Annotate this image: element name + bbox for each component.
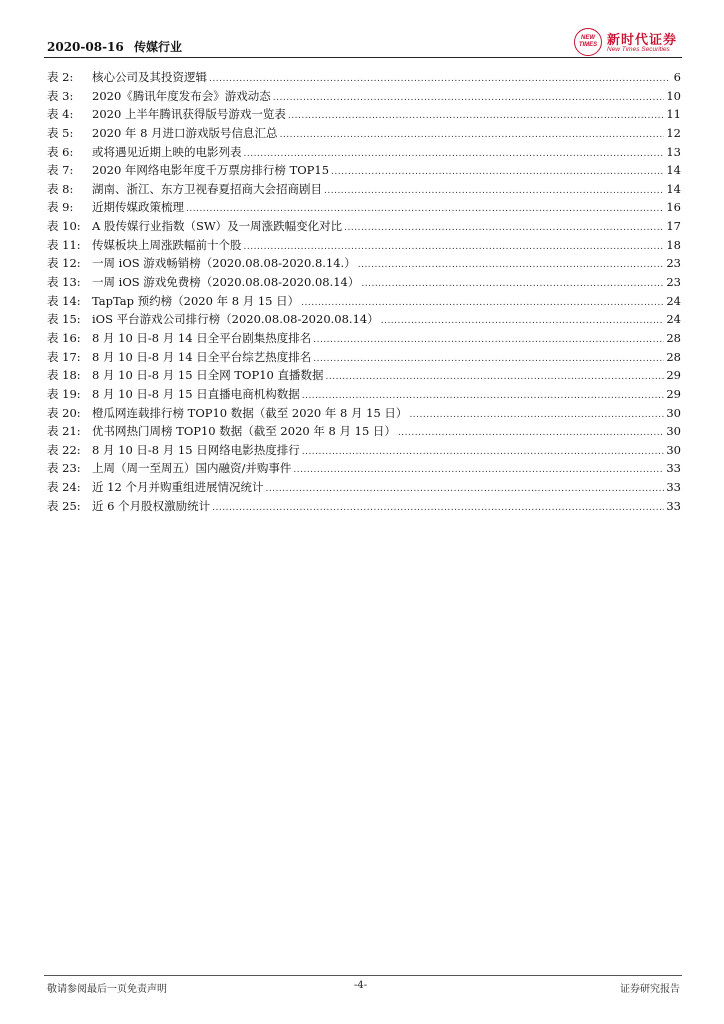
toc-entry-title: 湖南、浙江、东方卫视春夏招商大会招商剧目 xyxy=(92,181,322,196)
toc-entry[interactable] xyxy=(47,217,681,236)
toc-entry-title: 传媒板块上周涨跌幅前十个股 xyxy=(92,237,242,252)
toc-entry-page: 30 xyxy=(666,442,681,457)
toc-entry-leader xyxy=(280,126,665,145)
toc-entry-leader xyxy=(344,219,664,238)
toc-entry[interactable] xyxy=(47,366,681,385)
report-type: 证券研究报告 xyxy=(620,984,680,995)
toc-entry-label: 表 3: xyxy=(47,88,74,103)
toc-entry-title: 近 12 个月并购重组进展情况统计 xyxy=(92,480,264,495)
toc-entry-title: 2020《腾讯年度发布会》游戏动态 xyxy=(92,88,271,103)
toc-entry[interactable] xyxy=(47,273,681,292)
toc-entry-page: 29 xyxy=(666,368,681,383)
toc-entry-page: 23 xyxy=(666,275,681,290)
toc-entry-page: 29 xyxy=(666,386,681,401)
toc-entry-title: 2020 年 8 月进口游戏版号信息汇总 xyxy=(92,125,278,140)
toc-entry-label: 表 11: xyxy=(47,237,81,252)
header-divider xyxy=(44,57,682,58)
logo-name-en: New Times Securities xyxy=(607,46,670,53)
toc-entry-leader xyxy=(381,312,665,331)
toc-entry-title: 核心公司及其投资逻辑 xyxy=(92,70,207,84)
toc-entry-leader xyxy=(293,461,664,480)
toc-entry-page: 17 xyxy=(666,219,681,234)
toc-entry-leader xyxy=(288,107,664,126)
logo-badge-icon: NEW TIMES xyxy=(574,28,602,56)
toc-entry-leader xyxy=(361,275,664,294)
toc-entry-label: 表 9: xyxy=(47,200,74,215)
toc-entry-leader xyxy=(398,424,664,443)
industry-name: 传媒行业 xyxy=(133,40,182,54)
toc-entry-page: 24 xyxy=(666,293,681,308)
toc-entry-leader xyxy=(265,480,664,499)
toc-entry-leader xyxy=(331,163,664,182)
toc-entry-title: 8 月 10 日-8 月 15 日网络电影热度排行 xyxy=(92,442,300,457)
footer-divider xyxy=(44,975,682,976)
toc-entry-page: 16 xyxy=(666,200,681,215)
toc-entry-label: 表 10: xyxy=(47,219,81,234)
toc-entry[interactable] xyxy=(47,422,681,441)
toc-entry[interactable] xyxy=(47,161,681,180)
toc-entry-page: 23 xyxy=(666,256,681,271)
toc-entry-leader xyxy=(358,256,665,275)
toc-entry[interactable] xyxy=(47,180,681,199)
toc-entry[interactable] xyxy=(47,385,681,404)
toc-entry-leader xyxy=(209,70,669,89)
page-number: -4- xyxy=(354,980,368,991)
toc-entry-label: 表 13: xyxy=(47,275,81,290)
toc-entry-label: 表 8: xyxy=(47,181,74,196)
disclaimer-note: 敬请参阅最后一页免责声明 xyxy=(47,984,167,995)
toc-entry-leader xyxy=(273,89,665,108)
toc-entry-page: 33 xyxy=(666,480,681,495)
toc-entry-label: 表 7: xyxy=(47,163,74,178)
toc-entry-label: 表 24: xyxy=(47,480,81,495)
toc-entry-title: 近期传媒政策梳理 xyxy=(92,200,184,215)
toc-entry-label: 表 22: xyxy=(47,442,81,457)
toc-entry[interactable] xyxy=(47,68,681,87)
toc-entry-title: 优书网热门周榜 TOP10 数据（截至 2020 年 8 月 15 日） xyxy=(92,424,396,439)
toc-entry-leader xyxy=(313,350,664,369)
toc-entry-page: 33 xyxy=(666,461,681,476)
page-header xyxy=(47,38,182,55)
toc-entry[interactable] xyxy=(47,478,681,497)
toc-entry-title: 橙瓜网连载排行榜 TOP10 数据（截至 2020 年 8 月 15 日） xyxy=(92,405,408,420)
toc-entry-title: TapTap 预约榜（2020 年 8 月 15 日） xyxy=(92,293,300,308)
toc-entry-label: 表 14: xyxy=(47,293,81,308)
toc-entry-page: 18 xyxy=(666,237,681,252)
toc-entry-label: 表 4: xyxy=(47,107,74,122)
toc-entry-title: 一周 iOS 游戏免费榜（2020.08.08-2020.08.14） xyxy=(92,275,360,290)
toc-entry-leader xyxy=(409,406,664,425)
toc-entry-title: 8 月 10 日-8 月 14 日全平台剧集热度排名 xyxy=(92,330,312,345)
toc-entry[interactable] xyxy=(47,236,681,255)
toc-entry-page: 6 xyxy=(673,70,681,84)
toc-entry-page: 30 xyxy=(666,405,681,420)
toc-entry-title: A 股传媒行业指数（SW）及一周涨跌幅变化对比 xyxy=(92,219,343,234)
toc-entry-leader xyxy=(324,182,664,201)
table-of-contents xyxy=(47,68,681,515)
logo-name-cn: 新时代证券 xyxy=(607,33,678,48)
toc-entry-title: 上周（周一至周五）国内融资/并购事件 xyxy=(92,461,292,476)
toc-entry[interactable] xyxy=(47,497,681,516)
toc-entry-label: 表 25: xyxy=(47,498,81,513)
toc-entry[interactable] xyxy=(47,459,681,478)
toc-entry[interactable] xyxy=(47,441,681,460)
toc-entry-title: 8 月 10 日-8 月 15 日全网 TOP10 直播数据 xyxy=(92,368,324,383)
toc-entry-label: 表 16: xyxy=(47,330,81,345)
toc-entry-leader xyxy=(212,499,664,518)
toc-entry-label: 表 20: xyxy=(47,405,81,420)
toc-entry-title: 8 月 10 日-8 月 14 日全平台综艺热度排名 xyxy=(92,349,312,364)
toc-entry-page: 24 xyxy=(666,312,681,327)
toc-entry-title: 一周 iOS 游戏畅销榜（2020.08.08-2020.8.14.） xyxy=(92,256,356,271)
toc-entry-leader xyxy=(313,331,664,350)
toc-entry-leader xyxy=(302,443,665,462)
toc-entry[interactable] xyxy=(47,124,681,143)
toc-entry-title: 近 6 个月股权激励统计 xyxy=(92,498,211,513)
report-date: 2020-08-16 xyxy=(47,40,124,54)
toc-entry-page: 33 xyxy=(666,498,681,513)
toc-entry[interactable] xyxy=(47,310,681,329)
toc-entry-page: 14 xyxy=(666,163,681,178)
toc-entry-page: 28 xyxy=(666,330,681,345)
toc-entry[interactable] xyxy=(47,105,681,124)
toc-entry[interactable] xyxy=(47,329,681,348)
toc-entry[interactable] xyxy=(47,143,681,162)
toc-entry-page: 10 xyxy=(666,88,681,103)
toc-entry-title: 2020 年网络电影年度千万票房排行榜 TOP15 xyxy=(92,163,330,178)
toc-entry-page: 28 xyxy=(666,349,681,364)
toc-entry-label: 表 21: xyxy=(47,424,81,439)
toc-entry-page: 12 xyxy=(666,125,681,140)
company-logo xyxy=(574,26,684,58)
toc-entry-title: 8 月 10 日-8 月 15 日直播电商机构数据 xyxy=(92,386,300,401)
toc-entry-label: 表 15: xyxy=(47,312,81,327)
toc-entry-label: 表 6: xyxy=(47,144,74,159)
toc-entry-page: 14 xyxy=(666,181,681,196)
toc-entry-label: 表 18: xyxy=(47,368,81,383)
toc-entry[interactable] xyxy=(47,87,681,106)
toc-entry-page: 13 xyxy=(666,144,681,159)
toc-entry-title: iOS 平台游戏公司排行榜（2020.08.08-2020.08.14） xyxy=(92,312,379,327)
toc-entry-title: 或将遇见近期上映的电影列表 xyxy=(92,144,242,159)
toc-entry[interactable] xyxy=(47,404,681,423)
toc-entry-page: 30 xyxy=(666,424,681,439)
toc-entry[interactable] xyxy=(47,348,681,367)
toc-entry-page: 11 xyxy=(666,107,681,122)
toc-entry-label: 表 2: xyxy=(47,70,74,84)
toc-entry-label: 表 19: xyxy=(47,386,81,401)
toc-entry[interactable] xyxy=(47,198,681,217)
toc-entry[interactable] xyxy=(47,254,681,273)
toc-entry-label: 表 23: xyxy=(47,461,81,476)
toc-entry-leader xyxy=(326,368,665,387)
toc-entry-label: 表 17: xyxy=(47,349,81,364)
toc-entry[interactable] xyxy=(47,292,681,311)
toc-entry-title: 2020 上半年腾讯获得版号游戏一览表 xyxy=(92,107,286,122)
toc-entry-label: 表 5: xyxy=(47,125,74,140)
toc-entry-label: 表 12: xyxy=(47,256,81,271)
